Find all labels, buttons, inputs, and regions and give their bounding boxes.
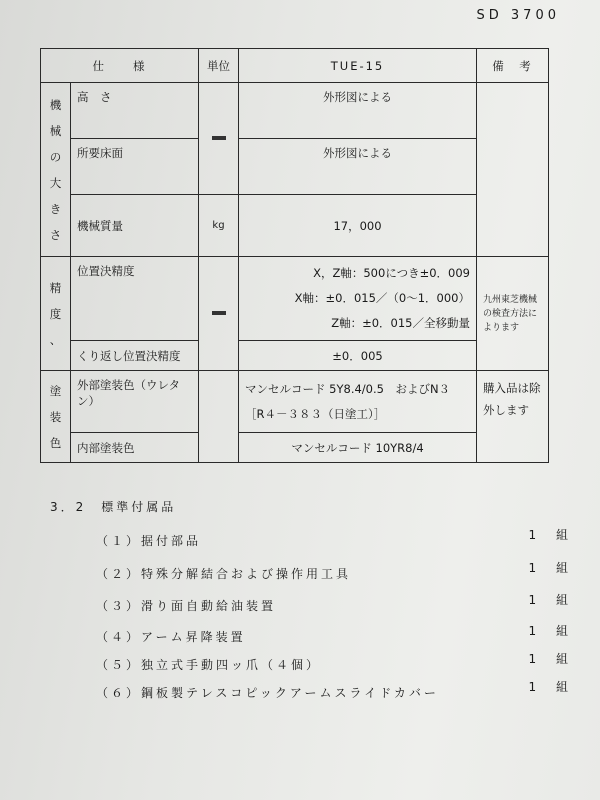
value-height: 外形図による (239, 83, 477, 139)
header-model: TUE-15 (239, 49, 477, 83)
section-title-accessories: 3．2 標準付属品 (50, 500, 177, 514)
remarks-size (477, 83, 549, 257)
header-remarks: 備 考 (477, 49, 549, 83)
group-size: 機 械 の 大 き さ (41, 83, 71, 257)
item-ext-paint: 外部塗装色（ウレタン） (71, 371, 199, 433)
accessory-item: （３）滑り面自動給油装置 1 組 (96, 593, 576, 613)
unit-paint (199, 371, 239, 463)
value-repeat: ±0．005 (239, 341, 477, 371)
spec-table-header (41, 49, 549, 83)
group-paint: 塗 装 色 (41, 371, 71, 463)
header-unit: 単位 (199, 49, 239, 83)
remarks-precision: 九州東芝機械の検査方法によります (477, 257, 549, 371)
mm-unit-icon (212, 136, 226, 140)
value-positioning: X，Z軸：500につき±0．009 X軸：±0．015／（0～1．000） Z軸：±0．015／全移動量 (239, 257, 477, 341)
accessory-item: （１）据付部品 1 組 (96, 528, 576, 548)
value-int-paint: マンセルコード 10YR8/4 (239, 433, 477, 463)
item-positioning: 位置決精度 (71, 257, 199, 341)
spec-table (40, 48, 549, 463)
accessory-item: （６）鋼板製テレスコピックアームスライドカバー 1 組 (96, 680, 576, 700)
item-height: 高 さ (71, 83, 199, 139)
accessory-item: （４）アーム昇降装置 1 組 (96, 624, 576, 644)
header-spec: 仕 様 (41, 49, 199, 83)
accessory-item: （５）独立式手動四ッ爪（４個） 1 組 (96, 652, 576, 672)
item-repeat: くり返し位置決精度 (71, 341, 199, 371)
unit-mm (199, 83, 239, 195)
document-id: SD 3700 (476, 8, 560, 23)
item-int-paint: 内部塗装色 (71, 433, 199, 463)
value-mass: 17，000 (239, 195, 477, 257)
value-floor: 外形図による (239, 139, 477, 195)
remarks-paint: 購入品は除外します (477, 371, 549, 463)
accessory-item: （２）特殊分解結合および操作用工具 1 組 (96, 561, 576, 581)
item-mass: 機械質量 (71, 195, 199, 257)
unit-kg: kg (199, 195, 239, 257)
value-ext-paint: マンセルコード 5Y8.4/0.5 およびN３ ［R４－３８３（日塗工）］ (239, 371, 477, 433)
item-floor: 所要床面 (71, 139, 199, 195)
mm-unit-icon (212, 311, 226, 315)
unit-mm-precision (199, 257, 239, 371)
group-precision: 精 度 、 (41, 257, 71, 371)
